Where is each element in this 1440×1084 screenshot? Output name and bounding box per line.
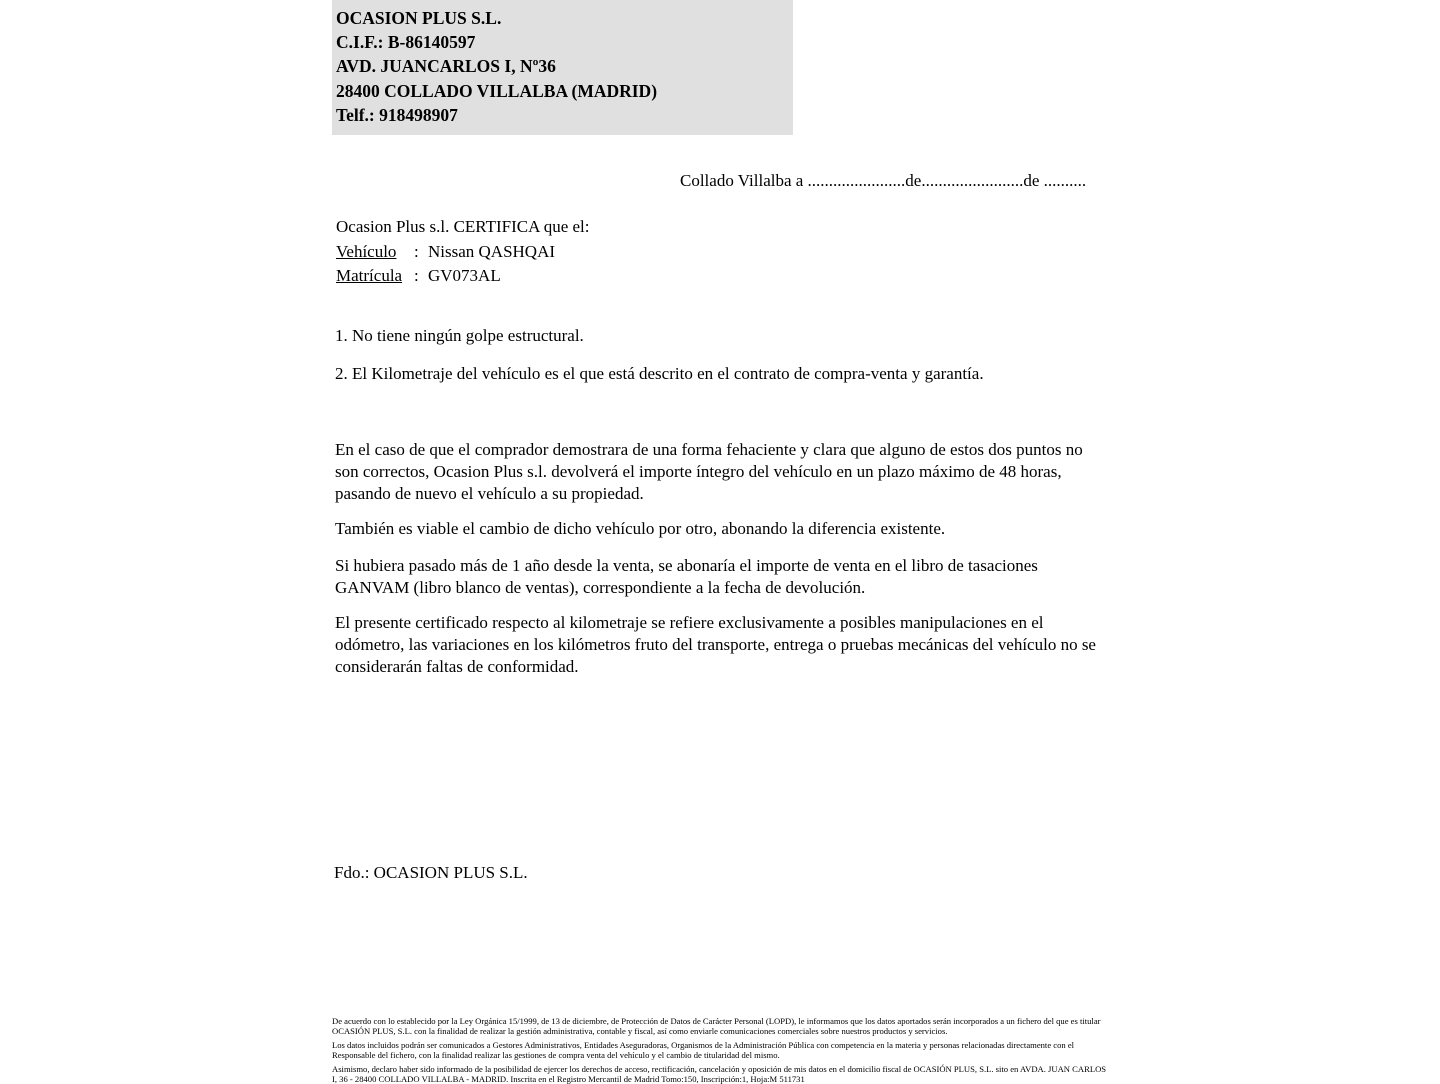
plate-row bbox=[336, 264, 590, 289]
company-name: OCASION PLUS S.L. bbox=[336, 8, 502, 28]
legal-paragraph-2: Los datos incluidos podrán ser comunicados a Gestores Administrativos, Entidades Aseguradoras, Organismos de la Administración Pública con competencia en la materia y personas relacionadas directamente con el Responsable del fichero, con la finalidad realizar las gestiones de compra venta del vehículo y el cambio de titularidad del mismo. bbox=[332, 1039, 1075, 1061]
paragraph-odometer-scope: El presente certificado respecto al kilometraje se refiere exclusivamente a posibles manipulaciones en el odómetro, las variaciones en los kilómetros fruto del transporte, entrega o pruebas mecánicas del vehículo no se considerarán faltas de conformidad. bbox=[335, 613, 1096, 677]
vehicle-row bbox=[336, 240, 590, 265]
company-address: AVD. JUANCARLOS I, Nº36 bbox=[336, 56, 556, 77]
certification-block bbox=[336, 215, 590, 289]
legal-notice bbox=[332, 1016, 1107, 1084]
certified-point-2: 2. El Kilometraje del vehículo es el que está descrito en el contrato de compra-venta y garantía. bbox=[335, 364, 984, 383]
certification-intro: Ocasion Plus s.l. CERTIFICA que el: bbox=[336, 217, 590, 236]
paragraph-refund-terms: En el caso de que el comprador demostrara de una forma fehaciente y clara que alguno de estos dos puntos no son correctos, Ocasion Plus s.l. devolverá el importe íntegro del vehículo en un plazo máximo de 48 horas, pasando de nuevo el vehículo a su propiedad. bbox=[335, 440, 1083, 504]
paragraph-ganvam-valuation: Si hubiera pasado más de 1 año desde la venta, se abonaría el importe de venta en el libro de tasaciones GANVAM (libro blanco de ventas), correspondiente a la fecha de devolución. bbox=[335, 556, 1038, 598]
legal-paragraph-1: De acuerdo con lo establecido por la Ley Orgánica 15/1999, de 13 de diciembre, de Protección de Datos de Carácter Personal (LOPD), le informamos que los datos aportados serán incorporados a un fichero del que es titular OCASIÓN PLUS, S.L. con la finalidad de realizar la gestión administrativa, contable y fiscal, así como enviarle comunicaciones comerciales sobre nuestros productos y servicios. bbox=[332, 1016, 1101, 1037]
plate-value: GV073AL bbox=[428, 266, 501, 285]
vehicle-value: Nissan QASHQAI bbox=[428, 241, 556, 261]
company-city: 28400 COLLADO VILLALBA (MADRID) bbox=[336, 80, 658, 101]
plate-label: Matrícula bbox=[336, 266, 403, 285]
signature-line: Fdo.: OCASION PLUS S.L. bbox=[334, 863, 528, 882]
paragraph-exchange-option: También es viable el cambio de dicho vehículo por otro, abonando la diferencia existente. bbox=[335, 519, 946, 538]
certified-point-1: 1. No tiene ningún golpe estructural. bbox=[335, 326, 584, 345]
date-line: Collado Villalba a .......................de........................de .......... bbox=[680, 171, 1087, 190]
plate-separator: : bbox=[414, 266, 419, 285]
company-phone: Telf.: 918498907 bbox=[336, 104, 458, 125]
company-cif: C.I.F.: B-86140597 bbox=[336, 32, 476, 53]
vehicle-separator: : bbox=[414, 241, 419, 261]
company-header-block bbox=[332, 0, 793, 135]
vehicle-label: Vehículo bbox=[336, 241, 397, 261]
legal-paragraph-3: Asimismo, declaro haber sido informado de la posibilidad de ejercer los derechos de acceso, rectificación, cancelación y oposición de mis datos en el domicilio fiscal de OCASIÓN PLUS, S.L. sito en AVDA. JUAN CARLOS I, 36 - 28400 COLLADO VILLALBA - MADRID. Inscrita en el Registro Mercantil de Madrid Tomo:150, Inscripción:1, Hoja:M 511731 bbox=[332, 1063, 1107, 1084]
